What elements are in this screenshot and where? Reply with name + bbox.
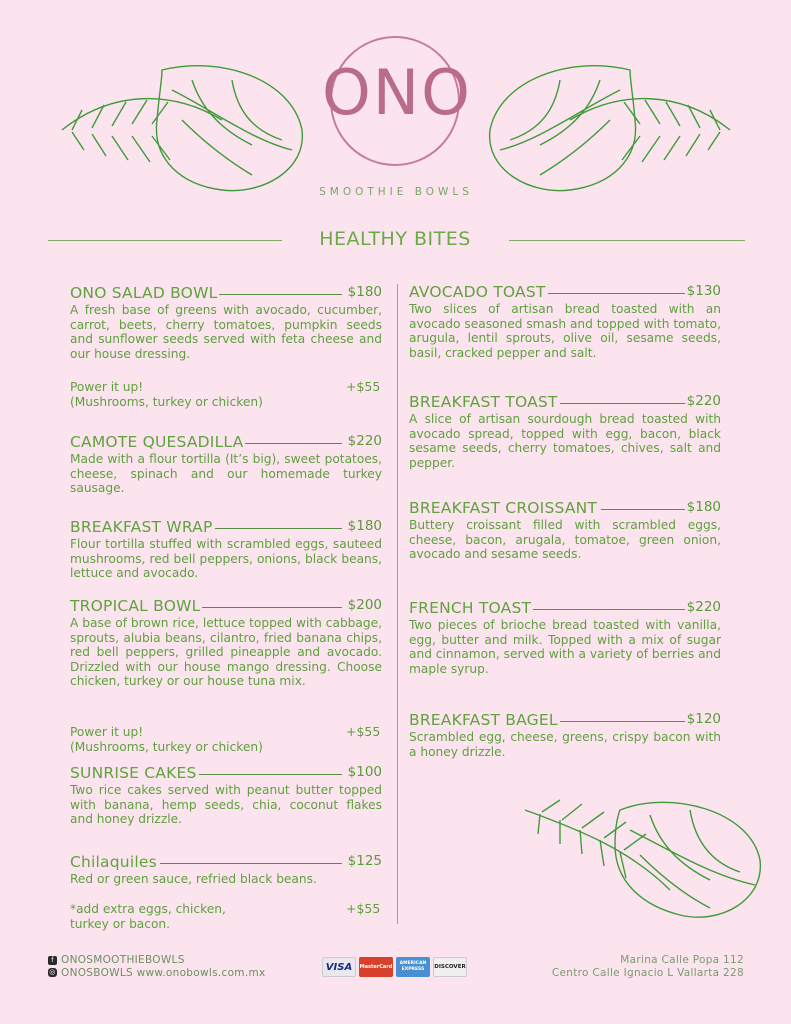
menu-item [409, 282, 721, 360]
column-divider [397, 284, 398, 924]
facebook-icon: f [48, 956, 57, 965]
menu-item [70, 596, 382, 689]
item-description: A slice of artisan sourdough bread toasted with avocado spread, topped with egg, bacon, black sesame seeds, cherry tomatoes, chives, salt and pepper. [409, 412, 721, 470]
discover-card: DISCOVER [433, 957, 467, 977]
item-name: Chilaquiles [70, 853, 157, 871]
menu-item [409, 710, 721, 759]
item-price: $180 [347, 284, 382, 300]
item-description: A base of brown rice, lettuce topped with cabbage, sprouts, alubia beans, cilantro, fried banana chips, red bell peppers, grilled pineapple and avocado. Drizzled with our house mango dressing. Choose chicken, turkey or our house tuna mix. [70, 616, 382, 688]
item-description: Made with a flour tortilla (It’s big), sweet potatoes, cheese, spinach and our homemade turkey sausage. [70, 452, 382, 495]
facebook-handle[interactable]: ONOSMOOTHIEBOWLS [61, 954, 185, 966]
item-description: Two pieces of brioche bread toasted with vanilla, egg, butter and milk. Topped with a mix of sugar and cinnamon, served with a variety of berries and maple syrup. [409, 618, 722, 676]
address-line: Centro Calle Ignacio L Vallarta 228 [551, 966, 744, 979]
item-price: $200 [347, 597, 382, 613]
item-price: $125 [347, 853, 382, 869]
item-name: TROPICAL BOWL [70, 597, 201, 615]
leader-line [210, 294, 342, 295]
leader-line [601, 509, 685, 510]
section-title: HEALTHY BITES [319, 228, 471, 250]
instagram-handle[interactable]: ONOSBOWLS www.onobowls.com.mx [61, 966, 266, 979]
item-description: Scrambled egg, cheese, greens, crispy bacon with a honey drizzle. [409, 730, 721, 759]
leader-line [210, 528, 342, 529]
item-name: BREAKFAST CROISSANT [409, 499, 598, 517]
addon-price: +$55 [346, 724, 381, 739]
leader-line [533, 609, 685, 610]
item-name: BREAKFAST BAGEL [409, 711, 558, 729]
instagram-icon: ◎ [49, 968, 56, 977]
monstera-leaf-icon [480, 50, 740, 200]
item-price: $180 [347, 518, 382, 534]
menu-item [409, 498, 721, 562]
addon-text: Power it up! (Mushrooms, turkey or chicken) [70, 380, 263, 409]
addon-text: *add extra eggs, chicken, turkey or bacon. [70, 902, 226, 931]
item-description: Flour tortilla stuffed with scrambled eggs, sauteed mushrooms, red bell peppers, onions, black beans, lettuce and avocado. [70, 537, 382, 580]
amex-card: AMERICAN EXPRESS [396, 957, 430, 977]
monstera-leaf-icon [52, 50, 312, 200]
visa-card: VISA [322, 957, 356, 977]
leader-line [539, 293, 685, 294]
addon-text: Power it up! (Mushrooms, turkey or chicken) [70, 725, 263, 754]
logo: ONO [322, 56, 472, 129]
leader-line [160, 863, 342, 864]
tagline: SMOOTHIE BOWLS [319, 186, 473, 198]
menu-item [70, 852, 382, 887]
divider-left [48, 240, 282, 241]
item-name: BREAKFAST WRAP [70, 518, 213, 536]
divider-right [509, 240, 745, 241]
item-name: SUNRISE CAKES [70, 764, 197, 782]
item-price: $220 [686, 393, 721, 409]
leader-line [555, 721, 685, 722]
payment-cards [322, 957, 467, 977]
menu-item [70, 517, 382, 581]
monstera-leaf-icon [520, 790, 765, 925]
item-name: CAMOTE QUESADILLA [70, 433, 244, 451]
menu-item [409, 392, 721, 470]
item-description: Two slices of artisan bread toasted with an avocado seasoned smash and topped with tomato, arugula, lentil sprouts, olive oil, sesame seeds, basil, cracked pepper and salt. [409, 302, 722, 360]
addon-price: +$55 [346, 379, 381, 394]
item-price: $130 [686, 283, 721, 299]
leader-line [200, 607, 342, 608]
address [552, 954, 744, 979]
menu-item [70, 432, 382, 496]
item-description: A fresh base of greens with avocado, cucumber, carrot, beets, cherry tomatoes, pumpkin seeds and sunflower seeds served with feta cheese and our house dressing. [70, 303, 382, 361]
menu-item [409, 598, 721, 676]
item-name: BREAKFAST TOAST [409, 393, 558, 411]
item-description: Two rice cakes served with peanut butter topped with banana, hemp seeds, chia, coconut flakes and honey drizzle. [70, 783, 382, 826]
leader-line [195, 774, 342, 775]
leader-line [240, 443, 342, 444]
leader-line [559, 403, 685, 404]
item-name: ONO SALAD BOWL [70, 284, 218, 302]
item-price: $180 [686, 499, 721, 515]
item-description: Red or green sauce, refried black beans. [70, 872, 317, 886]
item-description: Buttery croissant filled with scrambled eggs, cheese, bacon, arugala, tomatoe, green onion, avocado and sesame seeds. [409, 518, 721, 561]
item-price: $220 [347, 433, 382, 449]
item-name: FRENCH TOAST [409, 599, 532, 617]
address-line: Marina Calle Popa 112 [620, 954, 744, 966]
item-price: $100 [347, 764, 382, 780]
social-links [48, 954, 266, 979]
item-price: $220 [686, 599, 721, 615]
menu-item [70, 763, 382, 827]
item-name: AVOCADO TOAST [409, 283, 546, 301]
addon-price: +$55 [346, 901, 381, 916]
mastercard-card: MasterCard [359, 957, 393, 977]
item-price: $120 [686, 711, 721, 727]
menu-item [70, 283, 382, 361]
